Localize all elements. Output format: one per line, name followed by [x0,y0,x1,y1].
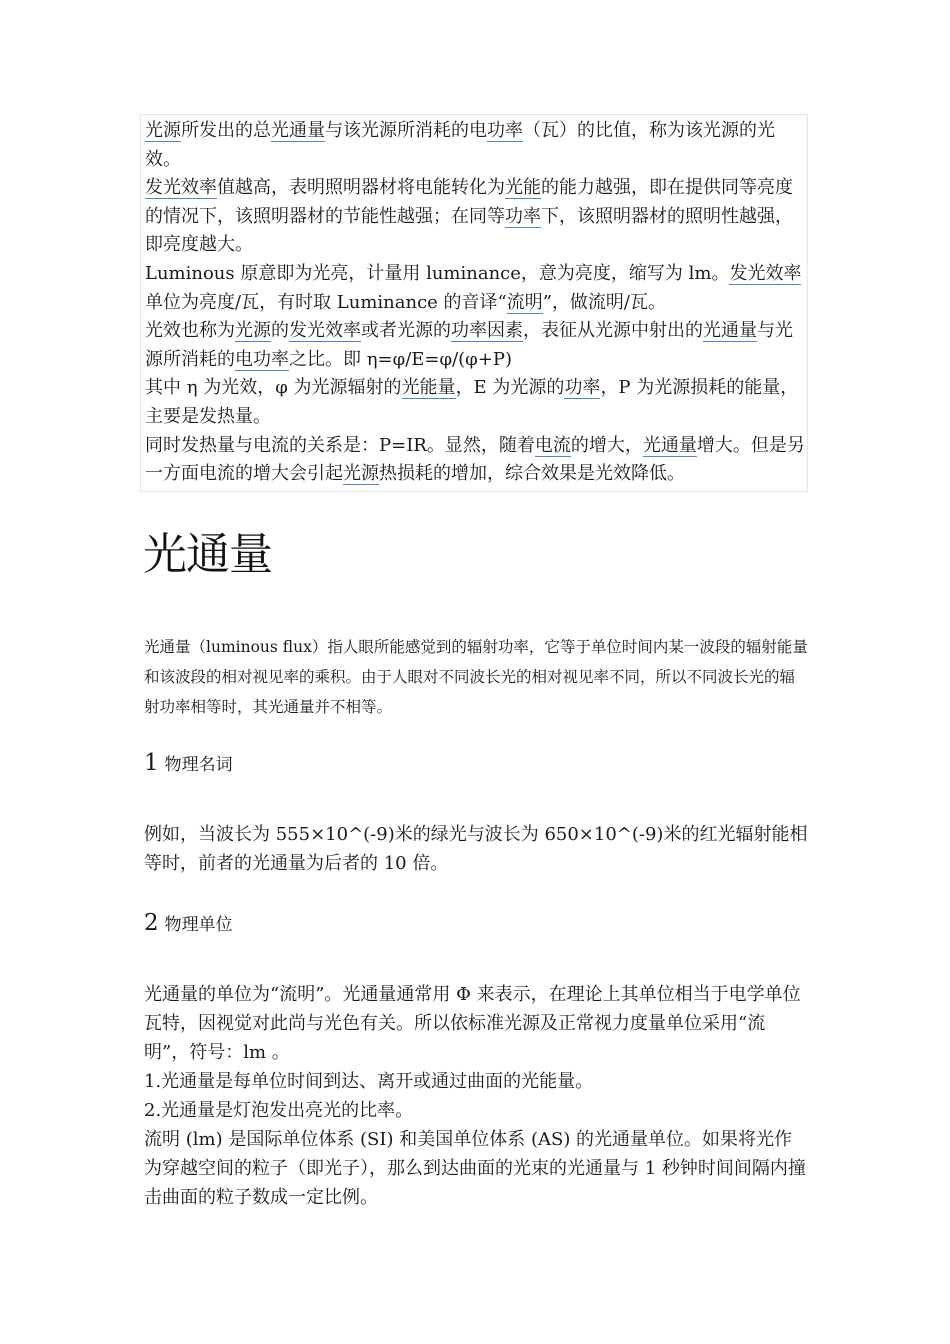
link-lumen[interactable]: 流明 [506,291,543,313]
section-heading-2 [144,910,233,936]
link-light-source[interactable]: 光源 [235,320,271,342]
box-paragraph-1: 光源所发出的总光通量与该光源所消耗的电功率（瓦）的比值，称为该光源的光效。 [145,120,775,170]
link-light-energy-amount[interactable]: 光能量 [401,377,456,399]
box-paragraph-3: Luminous 原意即为光亮，计量用 luminance，意为亮度，缩写为 lm。发光效率单位为亮度/瓦，有时取 Luminance 的音译“流明”，做流明/瓦。 [145,262,802,313]
box-paragraph-4: 光效也称为光源的发光效率或者光源的功率因素，表征从光源中射出的光通量与光源所消耗的电功率之比。即 η=φ/E=φ/(φ+P) [145,320,793,370]
link-luminous-flux[interactable]: 光通量 [271,120,325,141]
list-item: 2.光通量是灯泡发出亮光的比率。 [144,1100,414,1121]
section-2-paragraph: 流明 (lm) 是国际单位体系 (SI) 和美国单位体系 (AS) 的光通量单位。如果将光作为穿越空间的粒子（即光子），那么到达曲面的光束的光通量与 1 秒钟时间间隔内撞击曲面的粒子数成一定比例。 [144,1129,806,1208]
box-paragraph-2: 发光效率值越高，表明照明器材将电能转化为光能的能力越强，即在提供同等亮度的情况下，该照明器材的节能性越强；在同等功率下，该照明器材的照明性越强，即亮度越大。 [145,177,793,256]
definition-box [140,114,808,492]
link-luminous-efficacy[interactable]: 发光效率 [145,177,217,199]
link-light-source[interactable]: 光源 [145,120,181,141]
box-paragraph-5: 其中 η 为光效，φ 为光源辐射的光能量，E 为光源的功率，P 为光源损耗的能量，主要是发热量。 [145,377,799,427]
box-paragraph-6: 同时发热量与电流的关系是：P=IR。显然，随着电流的增大，光通量增大。但是另一方面电流的增大会引起光源热损耗的增加，综合效果是光效降低。 [145,434,805,485]
section-2-paragraph: 光通量的单位为“流明”。光通量通常用 Φ 来表示，在理论上其单位相当于电学单位瓦特，因视觉对此尚与光色有关。所以依标准光源及正常视力度量单位采用“流明”，符号：lm 。 [144,984,801,1063]
link-electric-power[interactable]: 电功率 [235,348,289,370]
section-heading-1 [144,750,233,776]
link-power[interactable]: 功率 [505,205,541,227]
section-2-body [144,980,810,1212]
list-item: 1.光通量是每单位时间到达、离开或通过曲面的光能量。 [144,1071,594,1092]
section-number: 2 [144,910,159,936]
link-power[interactable]: 功率 [487,120,523,141]
section-label: 物理单位 [164,915,233,935]
section-1-paragraph: 例如，当波长为 555×10^(-9)米的绿光与波长为 650×10^(-9)米的红光辐射能相等时，前者的光通量为后者的 10 倍。 [144,824,808,874]
intro-paragraph: 光通量（luminous flux）指人眼所能感觉到的辐射功率，它等于单位时间内某一波段的辐射能量和该波段的相对视见率的乘积。由于人眼对不同波长光的相对视见率不同，所以不同波长光的辐射功率相等时，其光通量并不相等。 [144,638,808,716]
link-luminous-efficacy[interactable]: 发光效率 [729,262,802,284]
link-power-factor[interactable]: 功率因素 [451,320,523,342]
link-luminous-efficacy[interactable]: 发光效率 [289,320,361,342]
page-title: 光通量 [143,529,272,580]
section-label: 物理名词 [164,755,233,775]
link-light-energy[interactable]: 光能 [505,177,541,199]
link-luminous-flux[interactable]: 光通量 [703,320,757,342]
link-power[interactable]: 功率 [564,377,601,399]
section-number: 1 [144,750,159,776]
link-light-source[interactable]: 光源 [343,463,379,485]
link-current[interactable]: 电流 [534,434,571,456]
link-luminous-flux[interactable]: 光通量 [642,434,697,456]
